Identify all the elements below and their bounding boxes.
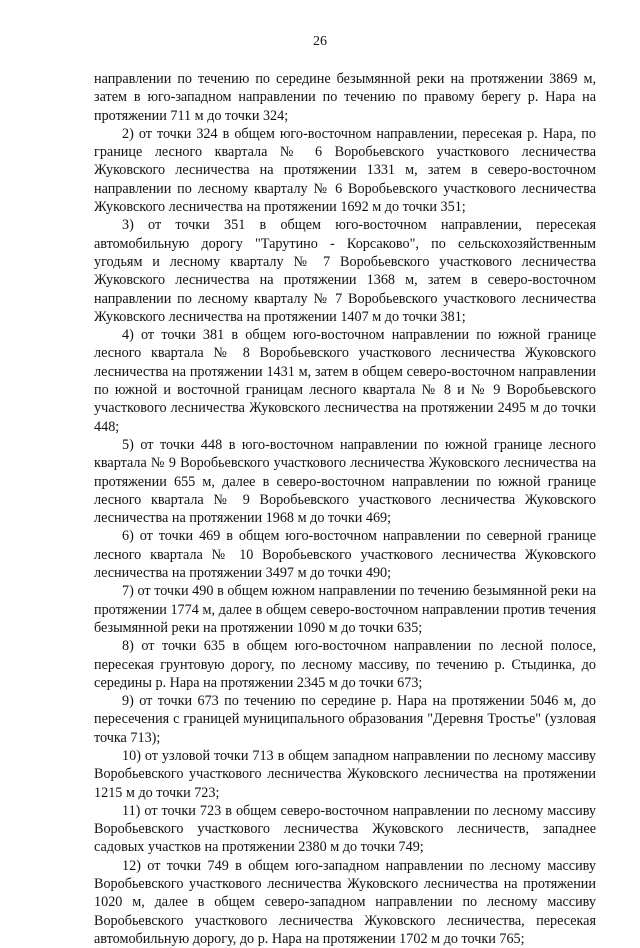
paragraph-item-9: 9) от точки 673 по течению по середине р. Нара на протяжении 5046 м, до пересечения с границей муниципального образования "Деревня Тростье" (узловая точка 713); [94,693,596,746]
paragraph-item-4: 4) от точки 381 в общем юго-восточном направлении по южной границе лесного квартала № 8 Воробьевского участкового лесничества Жуковского лесничества на протяжении 1431 м, затем в общем северо-восточном направлении по южной и восточной границам лесного квартала № 8 и № 9 Воробьевского участкового лесничества Жуковского лесничества на протяжении 2495 м до точки 448; [94,327,596,435]
paragraph-item-2: 2) от точки 324 в общем юго-восточном направлении, пересекая р. Нара, по границе лесного квартала № 6 Воробьевского участкового лесничества Жуковского лесничества на протяжении 1331 м, затем в северо-восточном направлении по лесному кварталу № 6 Воробьевского участкового лесничества Жуковского лесничества на протяжении 1692 м до точки 351; [94,125,596,216]
paragraph-continuation: направлении по течению по середине безымянной реки на протяжении 3869 м, затем в юго-западном направлении по течению по правому берегу р. Нара на протяжении 711 м до точки 324; [94,71,596,124]
paragraph-item-3: 3) от точки 351 в общем юго-восточном направлении, пересекая автомобильную дорогу "Тарутино - Корсаково", по сельскохозяйственным угодьям и лесному кварталу № 7 Воробьевского участкового лесничества Жуковского лесничества на протяжении 1368 м, затем в северо-восточном направлении по лесному кварталу № 7 Воробьевского участкового лесничества Жуковского лесничества на протяжении 1407 м до точки 381; [94,217,596,325]
paragraph-item-7: 7) от точки 490 в общем южном направлении по течению безымянной реки на протяжении 1774 м, далее в общем северо-восточном направлении против течения безымянной реки на протяжении 1090 м до точки 635; [94,583,596,636]
paragraph-item-10: 10) от узловой точки 713 в общем западном направлении по лесному массиву Воробьевского участкового лесничества Жуковского лесничества на протяжении 1215 м до точки 723; [94,747,596,801]
document-body [94,70,596,948]
paragraph-item-8: 8) от точки 635 в общем юго-восточном направлении по лесной полосе, пересекая грунтовую дорогу, по лесному массиву, по течению р. Стыдинка, до середины р. Нара на протяжении 2345 м до точки 673; [94,638,596,691]
paragraph-item-5: 5) от точки 448 в юго-восточном направлении по южной границе лесного квартала № 9 Воробьевского участкового лесничества Жуковского лесничества на протяжении 655 м, далее в северо-восточном направлении по южной границе лесного квартала № 9 Воробьевского участкового лесничества Жуковского лесничества на протяжении 1968 м до точки 469; [94,436,596,527]
paragraph-item-11: 11) от точки 723 в общем северо-восточном направлении по лесному массиву Воробьевского участкового лесничества Жуковского лесничеств, западнее садовых участков на протяжении 2380 м до точки 749; [94,802,596,856]
paragraph-item-12: 12) от точки 749 в общем юго-западном направлении по лесному массиву Воробьевского участкового лесничества Жуковского лесничества на протяжении 1020 м, далее в общем северо-западном направлении по лесному массиву Воробьевского участкового лесничества Жуковского лесничества, пересекая автомобильную дорогу, до р. Нара на протяжении 1702 м до точки 765; [94,857,596,947]
paragraph-item-6: 6) от точки 469 в общем юго-восточном направлении по северной границе лесного квартала № 10 Воробьевского участкового лесничества Жуковского лесничества на протяжении 3497 м до точки 490; [94,528,596,582]
page-number: 26 [313,34,327,49]
